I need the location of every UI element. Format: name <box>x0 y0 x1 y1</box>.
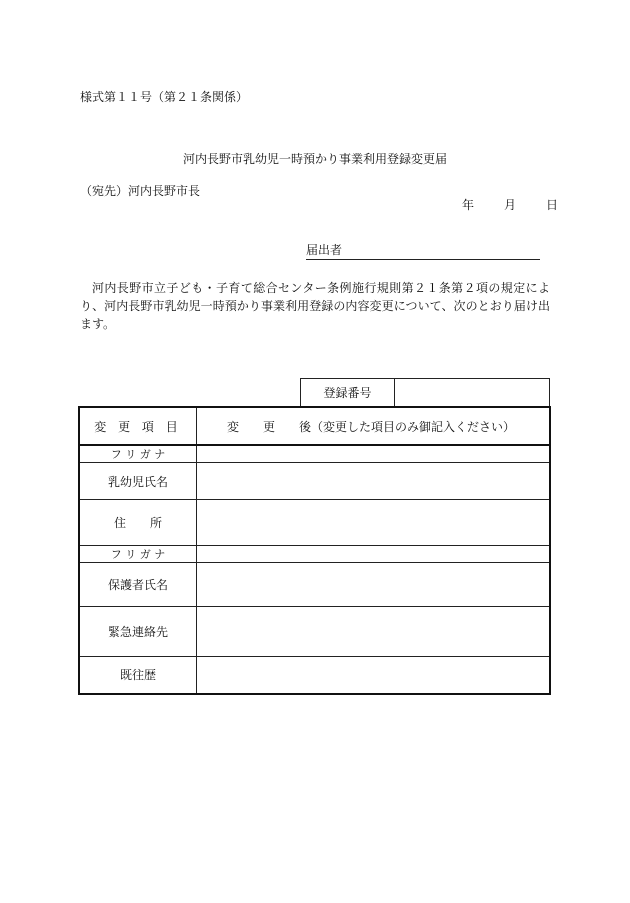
addressee: （宛先）河内長野市長 <box>80 184 201 198</box>
table-row <box>79 500 550 546</box>
row-label-child-furigana: フ リ ガ ナ <box>79 445 197 463</box>
table-row <box>79 657 550 694</box>
field-address[interactable] <box>197 500 551 546</box>
table-row <box>79 607 550 657</box>
table-header-row <box>79 407 550 445</box>
field-medical-history[interactable] <box>197 657 551 694</box>
field-emergency-contact[interactable] <box>197 607 551 657</box>
body-paragraph: 河内長野市立子ども・子育て総合センター条例施行規則第２１条第２項の規定により、河内長野市乳幼児一時預かり事業利用登録の内容変更について、次のとおり届け出ます。 <box>80 281 550 331</box>
registration-number-field[interactable] <box>395 379 549 406</box>
table-row <box>79 563 550 607</box>
change-form-table <box>78 406 551 695</box>
row-label-guardian-furigana: フ リ ガ ナ <box>79 546 197 563</box>
row-label-emergency-contact: 緊急連絡先 <box>79 607 197 657</box>
applicant-line[interactable] <box>306 241 540 260</box>
table-row <box>79 445 550 463</box>
date-day-label: 日 <box>546 198 559 212</box>
row-label-medical-history: 既往歴 <box>79 657 197 694</box>
date-year-label: 年 <box>462 198 475 212</box>
date-line <box>462 196 558 213</box>
field-guardian-name[interactable] <box>197 563 551 607</box>
row-label-address: 住 所 <box>79 500 197 546</box>
field-child-name[interactable] <box>197 463 551 500</box>
registration-number-box <box>300 378 550 406</box>
applicant-label: 届出者 <box>306 243 343 257</box>
form-number: 様式第１１号（第２１条関係） <box>80 90 249 104</box>
date-month-label: 月 <box>504 198 517 212</box>
document-title: 河内長野市乳幼児一時預かり事業利用登録変更届 <box>182 152 447 166</box>
header-after-change: 変 更 後（変更した項目のみ御記入ください） <box>197 407 551 445</box>
table-row <box>79 546 550 563</box>
header-change-item: 変 更 項 目 <box>79 407 197 445</box>
field-child-furigana[interactable] <box>197 445 551 463</box>
row-label-guardian-name: 保護者氏名 <box>79 563 197 607</box>
field-guardian-furigana[interactable] <box>197 546 551 563</box>
row-label-child-name: 乳幼児氏名 <box>79 463 197 500</box>
table-row <box>79 463 550 500</box>
registration-number-label: 登録番号 <box>301 379 395 406</box>
